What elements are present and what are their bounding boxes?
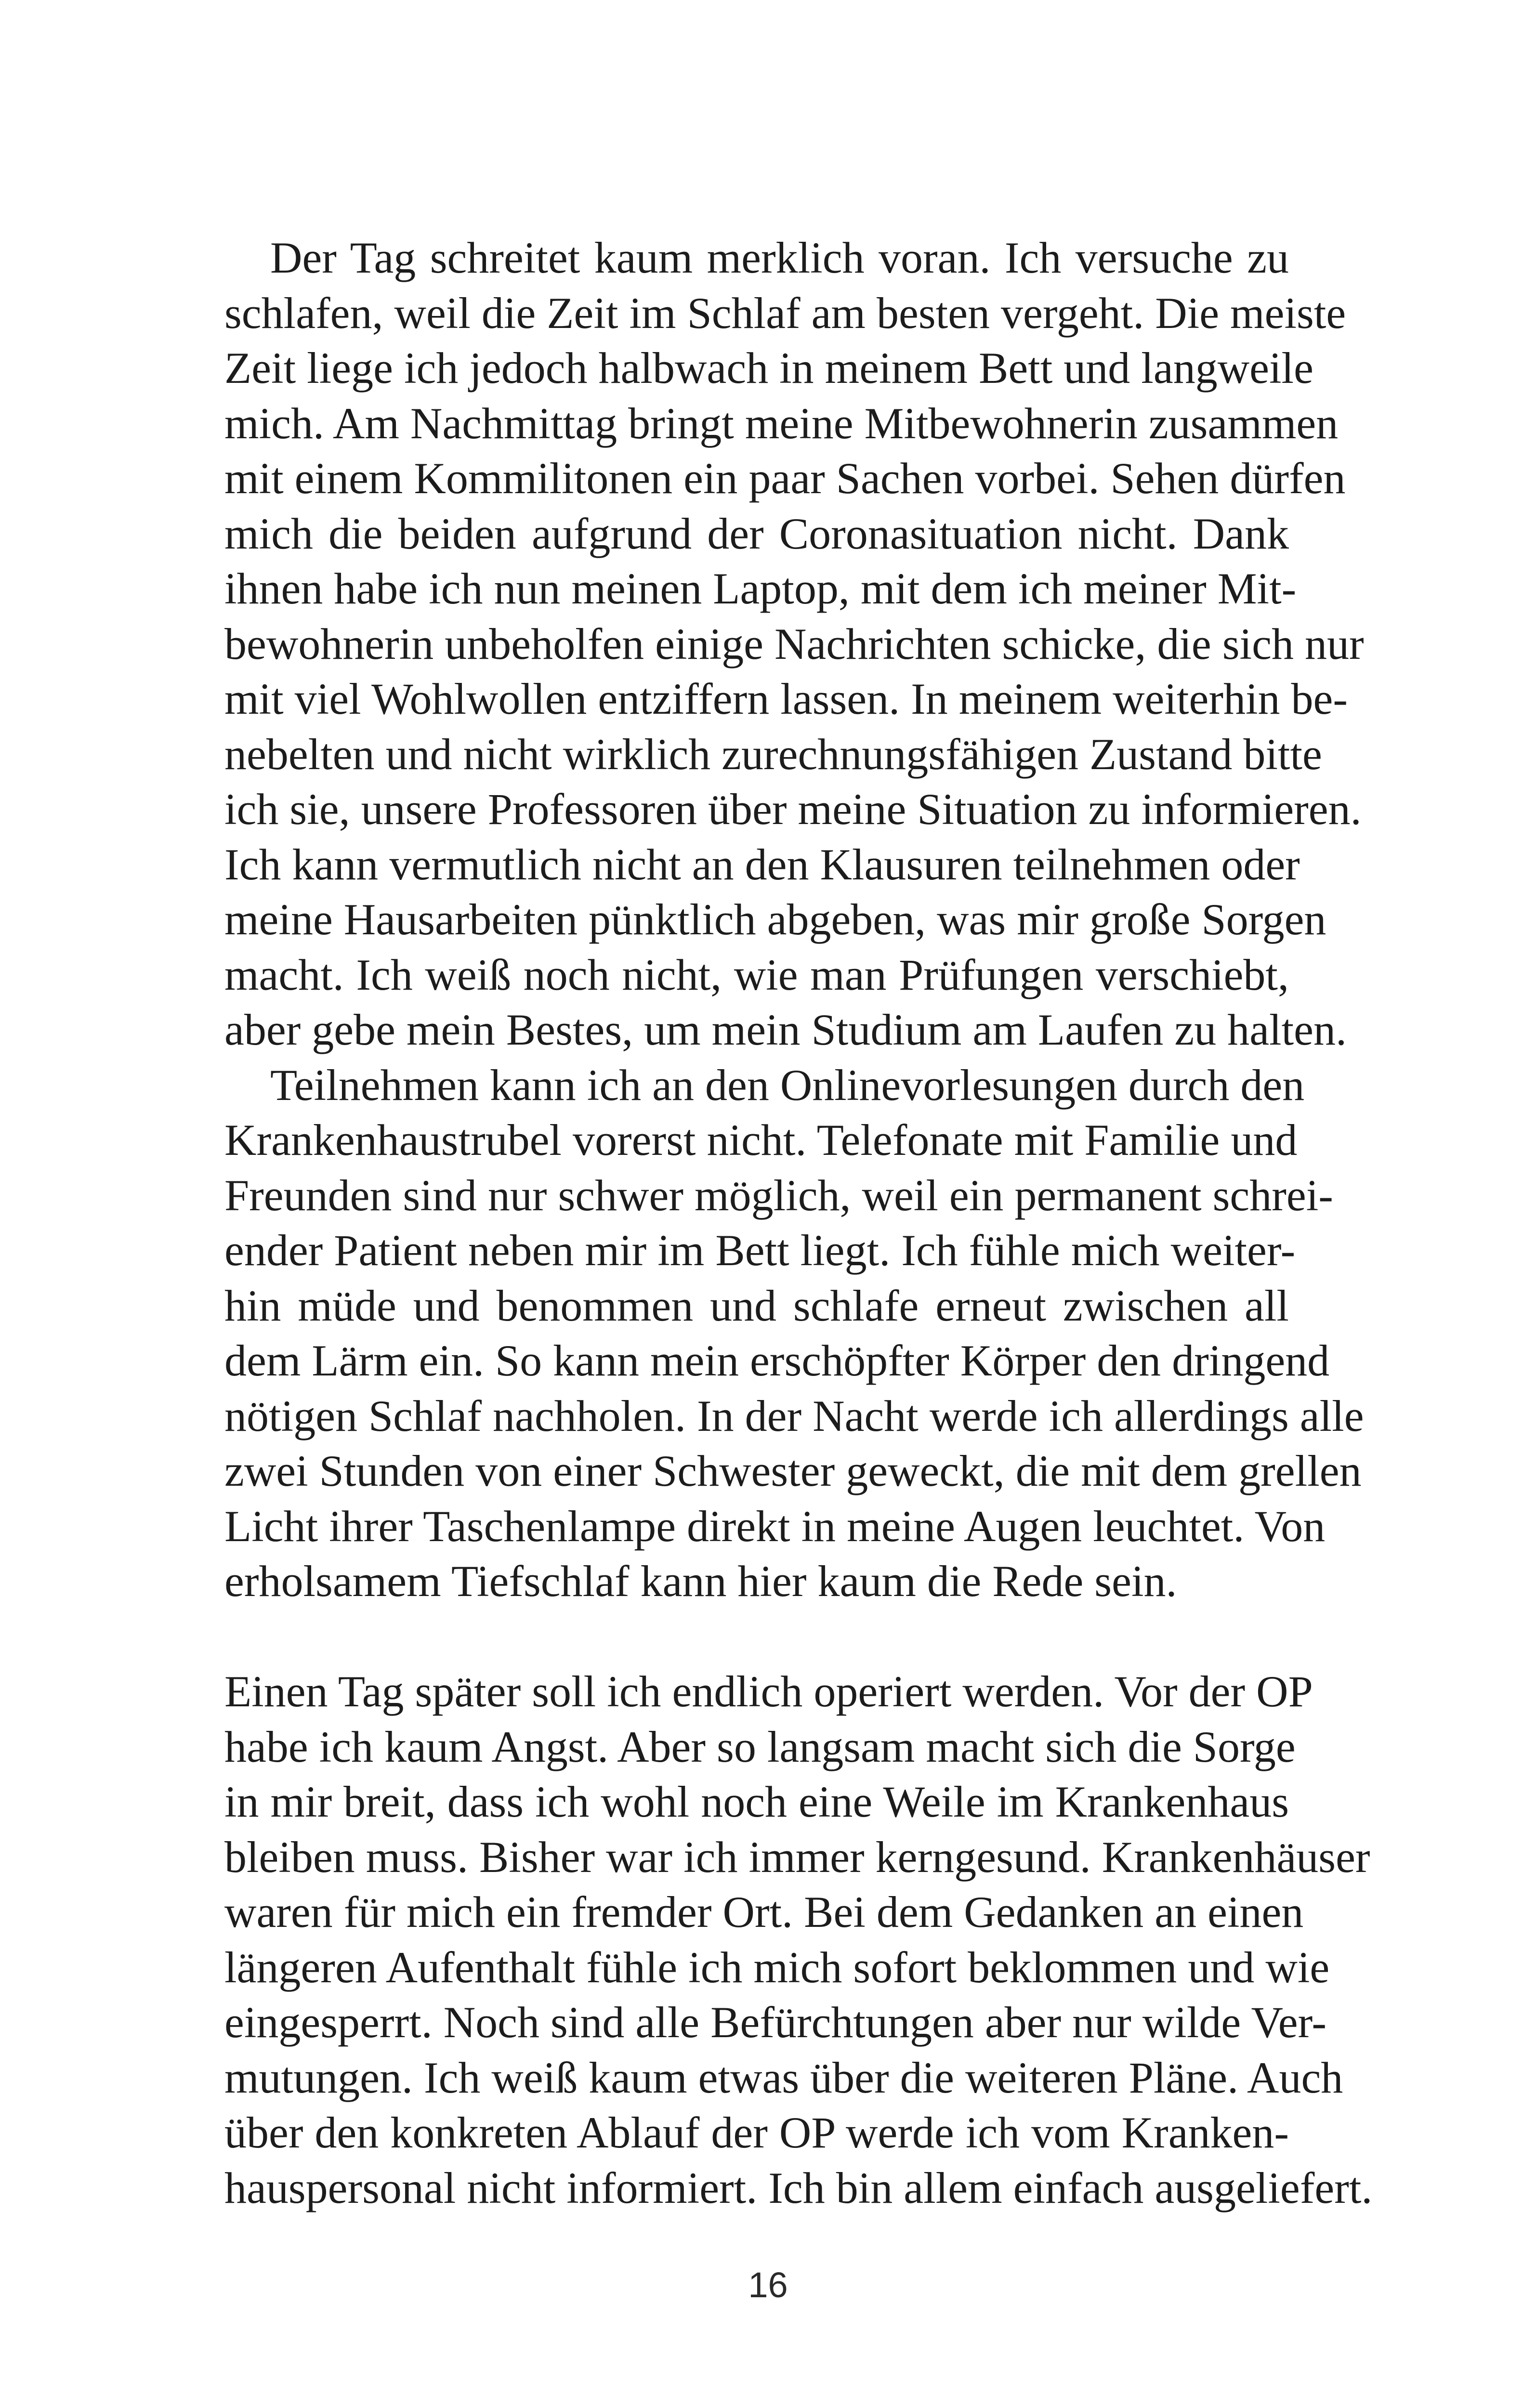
text-line: meine Hausarbeiten pünktlich abgeben, was mir große Sorgen bbox=[224, 895, 1326, 944]
text-line: ich sie, unsere Professoren über meine Situation zu informieren. bbox=[224, 785, 1362, 834]
paragraph-3 bbox=[224, 1664, 1373, 2215]
section-break bbox=[224, 1609, 1289, 1664]
text-line: habe ich kaum Angst. Aber so langsam macht sich die Sorge bbox=[224, 1722, 1296, 1771]
text-line: Zeit liege ich jedoch halbwach in meinem Bett und langweile bbox=[224, 343, 1313, 393]
text-line: nötigen Schlaf nachholen. In der Nacht werde ich allerdings alle bbox=[224, 1391, 1364, 1440]
text-line: macht. Ich weiß noch nicht, wie man Prüfungen verschiebt, bbox=[224, 950, 1289, 999]
text-line: in mir breit, dass ich wohl noch eine Weile im Krankenhaus bbox=[224, 1777, 1289, 1826]
text-line: mutungen. Ich weiß kaum etwas über die weiteren Pläne. Auch bbox=[224, 2053, 1343, 2102]
text-line: Teilnehmen kann ich an den Onlinevorlesungen durch den bbox=[270, 1060, 1305, 1110]
text-line: erholsamem Tiefschlaf kann hier kaum die Rede sein. bbox=[224, 1557, 1177, 1606]
text-line: Einen Tag später soll ich endlich operiert werden. Vor der OP bbox=[224, 1667, 1313, 1716]
paragraph-2 bbox=[224, 1058, 1364, 1609]
text-line: Ich kann vermutlich nicht an den Klausuren teilnehmen oder bbox=[224, 839, 1300, 889]
text-line: Krankenhaustrubel vorerst nicht. Telefonate mit Familie und bbox=[224, 1115, 1298, 1165]
text-line: bewohnerin unbeholfen einige Nachrichten schicke, die sich nur bbox=[224, 619, 1364, 668]
text-line: mit einem Kommilitonen ein paar Sachen vorbei. Sehen dürfen bbox=[224, 454, 1346, 503]
text-line: nebelten und nicht wirklich zurechnungsfähigen Zustand bitte bbox=[224, 729, 1322, 779]
text-line: zwei Stunden von einer Schwester geweckt, die mit dem grellen bbox=[224, 1446, 1362, 1495]
text-line: über den konkreten Ablauf der OP werde ich vom Kranken- bbox=[224, 2108, 1289, 2157]
text-line: dem Lärm ein. So kann mein erschöpfter Körper den dringend bbox=[224, 1336, 1330, 1385]
body-text bbox=[224, 230, 1373, 2215]
text-line: mit viel Wohlwollen entziffern lassen. In meinem weiterhin be- bbox=[224, 674, 1348, 723]
text-line: ender Patient neben mir im Bett liegt. Ich fühle mich weiter- bbox=[224, 1226, 1296, 1275]
text-line: ihnen habe ich nun meinen Laptop, mit dem ich meiner Mit- bbox=[224, 564, 1297, 613]
text-line: schlafen, weil die Zeit im Schlaf am besten vergeht. Die meiste bbox=[224, 288, 1346, 338]
text-line: längeren Aufenthalt fühle ich mich sofort beklommen und wie bbox=[224, 1942, 1330, 1992]
text-line: waren für mich ein fremder Ort. Bei dem Gedanken an einen bbox=[224, 1887, 1304, 1937]
text-line: Der Tag schreitet kaum merklich voran. Ich versuche zu bbox=[270, 233, 1289, 282]
text-line: aber gebe mein Bestes, um mein Studium am Laufen zu halten. bbox=[224, 1005, 1347, 1054]
text-line: eingesperrt. Noch sind alle Befürchtungen aber nur wilde Ver- bbox=[224, 1998, 1327, 2047]
text-line: bleiben muss. Bisher war ich immer kerngesund. Krankenhäuser bbox=[224, 1832, 1370, 1882]
text-line: mich die beiden aufgrund der Coronasituation nicht. Dank bbox=[224, 509, 1289, 558]
text-line: Freunden sind nur schwer möglich, weil ein permanent schrei- bbox=[224, 1170, 1333, 1220]
paragraph-1 bbox=[224, 230, 1364, 1058]
text-line: hin müde und benommen und schlafe erneut zwischen all bbox=[224, 1281, 1289, 1330]
text-line: Licht ihrer Taschenlampe direkt in meine Augen leuchtet. Von bbox=[224, 1501, 1326, 1551]
text-line: mich. Am Nachmittag bringt meine Mitbewohnerin zusammen bbox=[224, 398, 1339, 448]
page-number: 16 bbox=[748, 2265, 788, 2305]
text-line: hauspersonal nicht informiert. Ich bin allem einfach ausgeliefert. bbox=[224, 2163, 1373, 2212]
